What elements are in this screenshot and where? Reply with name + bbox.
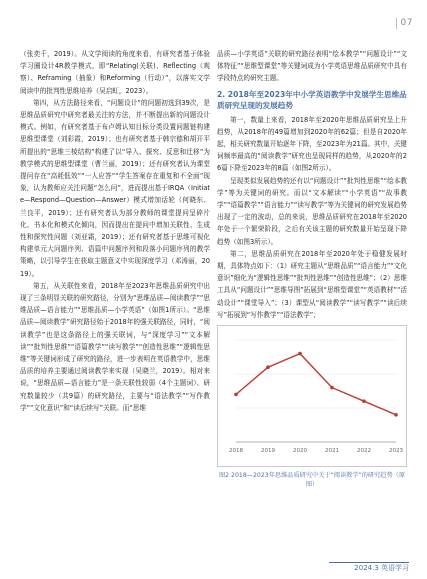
right-column-body — [217, 114, 407, 321]
x-tick-label: 2022 — [357, 448, 371, 455]
trend-line-chart — [218, 326, 406, 466]
x-tick-label: 2020 — [293, 448, 307, 455]
paragraph: （张奕千，2019）。从文学阅读的角度来看，有研究者基于体验学习圈设计4R教学模式，即“Relating(关联)、Reflecting（观察）、Reframing（抽象）和Reforming（行动）”，以落实文学阅读中的批判性思维培养（吴启虹，2023）。 — [20, 50, 210, 95]
data-point — [298, 352, 302, 356]
paragraph: 第四，从方法路径来看，“问题设计”的问题初选到39次，是思维品质研究中研究者最关注的方法，并不断提出新的问题设计模式。例如，有研究者基于布卢姆认知目标分类设置问题链构建思维型课堂（刘彩霞，2019）；也有研究者基于韩宗德和胡开平所提出的“思维三棱结构”构建了以“导入、探究、反思和迁移”为教学模式的思维型课堂（曹兰丽，2019）；还有研究者认为课堂提问存在“高耗低效”“一人应答”“学生答案存在重复和不全面”现象，认为教师应关注问题“怎么问”，进而提出基于IRQA（Initiate—Respond—Question—Answer）模式增加话轮（何晓东、兰良平，2019）；还有研究者认为部分教师的课堂提问呈碎片化、书本化和模式化倾向，因而提出在提问中增加关联性、生成性和探究性问题（刘亚霜，2019）；还有研究者基于思维可视化构建单元大问题序列、语篇中问题序列和段落小问题序列的教学策略，以引导学生在获取主题意义中实现深度学习（邓涛丽，2019）。 — [20, 98, 210, 278]
data-point — [362, 399, 366, 403]
page-number: 07 — [396, 18, 413, 29]
footer: 2024.3 英语学习 — [354, 564, 409, 572]
figure-caption: 图2 2018—2023年思维品质研究中关于“阅读教学”的研究趋势（原图） — [218, 472, 406, 489]
section-heading: 2. 2018年至2023年中小学英语教学中发展学生思维品质研究呈现的发展趋势 — [217, 89, 407, 110]
data-point — [234, 393, 238, 397]
data-point — [330, 386, 334, 390]
x-tick-label: 2018 — [229, 448, 243, 455]
x-tick-label: 2019 — [261, 448, 275, 455]
paragraph: 第一，数量上来看，2018年至2020年思维品质研究呈上升趋势，从2018年的49篇增加到2020年的62篇；但是自2020年起，相关研究数量开始逐年下降，至2023年为21篇。其中，关键词频率最高的“阅读教学”研究也呈现同样的趋势，从2020年的26篇下降至2023年的8篇（如图2所示）。 — [217, 115, 408, 173]
figure-2-chart — [217, 325, 407, 467]
paragraph: 第五，从关联性来看，2018年至2023年思维品质研究中出现了三条明显关联的研究路径，分别为“思维品质—阅读教学”“思维品质—语言能力”“思维品质—小学英语”（如图1所示）。“思维品质—阅读教学”研究路径始于2018年的强关联路径，同时，“阅读教学”也是这条路径上的强关联词，与“深度学习”“文本解读”“批判性思维”“语篇教学”“读写教学”“创造性思维”“逻辑性思维”等关键词形成了研究的路径，进一步表明在英语教学中，思维品质的培养主要通过阅读教学来实现（吴晓兰，2019）。相对来说，“思维品质—语言能力”是一条关联性较弱（4个主题词）、研究数量较少（共9篇）的研究路径，主要与“语法教学”“写作教学”“文化意识”和“读后续写”关联。而“思维 — [20, 281, 210, 412]
right-column-text — [217, 48, 407, 85]
data-point — [266, 365, 270, 369]
paragraph: 第二，思维品质研究在2018年至2020年处于稳健发展时期，具体特点如下：（1）研究主题从“思维品质”“语言能力”“文化意识”细化为“逻辑性思维”“批判性思维”“创造性思维”；（2）思维工具从“问题设计”“思维导图”拓展到“思维型课堂”“英语教材”“活动设计”“课堂导入”；（3）课型从“阅读教学”“读写教学”“读后续写”拓展到“写作教学”“语法教学”； — [217, 249, 407, 319]
left-column-text — [20, 48, 210, 414]
paragraph: 呈现类似发展趋势的还有以“问题设计”“批判性思维”“绘本教学”等为关键词的研究。而以“文本解读”“小学英语”“故事教学”“语篇教学”“语言能力”“读写教学”等为关键词的研究发展趋势出现了一定的波动，总的来说，思维品质研究在2018年至2020年处于一个繁荣阶段，之后有关该主题的研究数量开始呈现下降趋势（如图3所示）。 — [217, 176, 407, 246]
right-column — [217, 48, 407, 489]
x-tick-label: 2023 — [389, 448, 403, 455]
left-column — [20, 48, 210, 414]
data-point — [394, 413, 398, 417]
paragraph: 品质—小学英语”关联的研究路径表明“绘本教学”“问题设计”“文体特征”“思维型课堂”等关键词成为小学英语思维品质研究中具有学段特点的研究主题。 — [217, 50, 407, 83]
x-tick-label: 2021 — [325, 448, 339, 455]
series-line — [236, 354, 396, 415]
